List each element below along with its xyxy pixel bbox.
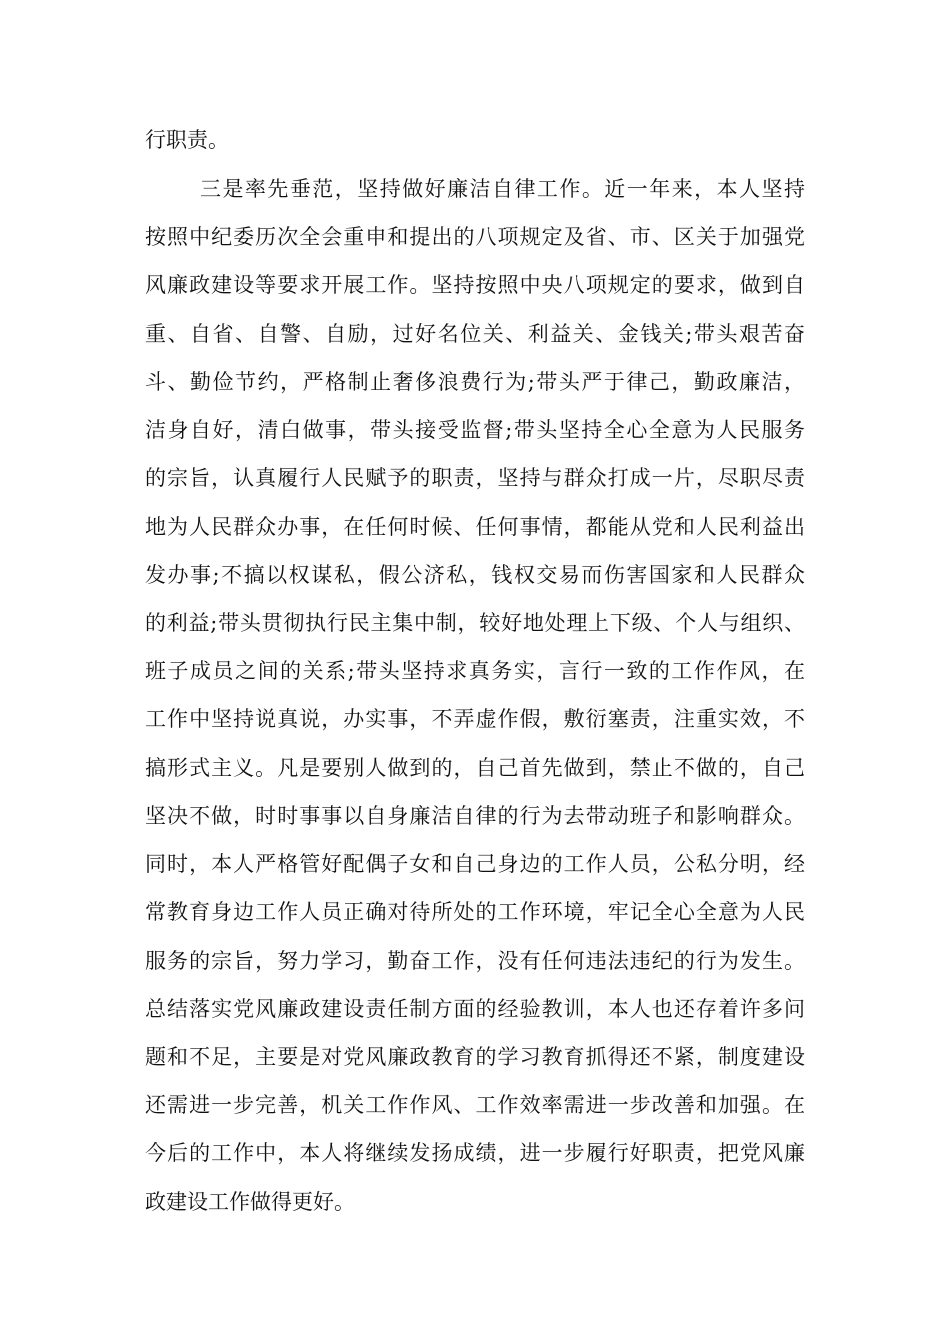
text-line: 政建设工作做得更好。 (145, 1190, 355, 1214)
text-line: 的宗旨，认真履行人民赋予的职责，坚持与群众打成一片，尽职尽责 (145, 466, 805, 490)
text-line: 今后的工作中，本人将继续发扬成绩，进一步履行好职责，把党风廉 (145, 1141, 805, 1165)
text-line: 班子成员之间的关系;带头坚持求真务实，言行一致的工作作风，在 (145, 659, 805, 683)
text-line: 斗、勤俭节约，严格制止奢侈浪费行为;带头严于律己，勤政廉洁， (145, 370, 805, 394)
text-line: 风廉政建设等要求开展工作。坚持按照中央八项规定的要求，做到自 (145, 273, 805, 297)
text-line: 题和不足，主要是对党风廉政教育的学习教育抓得还不紧，制度建设 (145, 1045, 805, 1069)
text-line: 洁身自好，清白做事，带头接受监督;带头坚持全心全意为人民服务 (145, 418, 805, 442)
text-line: 发办事;不搞以权谋私，假公济私，钱权交易而伤害国家和人民群众 (145, 563, 805, 587)
text-line: 工作中坚持说真说，办实事，不弄虚作假，敷衍塞责，注重实效，不 (145, 707, 805, 731)
text-line: 按照中纪委历次全会重申和提出的八项规定及省、市、区关于加强党 (145, 225, 805, 249)
paragraph-first-line: 三是率先垂范，坚持做好廉洁自律工作。近一年来，本人坚持 (200, 177, 805, 201)
text-line: 的利益;带头贯彻执行民主集中制，较好地处理上下级、个人与组织、 (145, 611, 805, 635)
text-line: 常教育身边工作人员正确对待所处的工作环境，牢记全心全意为人民 (145, 900, 805, 924)
text-line: 坚决不做，时时事事以自身廉洁自律的行为去带动班子和影响群众。 (145, 804, 805, 828)
text-line: 同时，本人严格管好配偶子女和自己身边的工作人员，公私分明，经 (145, 852, 805, 876)
text-line: 地为人民群众办事，在任何时候、任何事情，都能从党和人民利益出 (145, 515, 805, 539)
text-line: 行职责。 (145, 128, 229, 152)
text-line: 服务的宗旨，努力学习，勤奋工作，没有任何违法违纪的行为发生。 (145, 949, 805, 973)
text-line: 还需进一步完善，机关工作作风、工作效率需进一步改善和加强。在 (145, 1093, 805, 1117)
text-line: 总结落实党风廉政建设责任制方面的经验教训，本人也还存着许多问 (145, 997, 805, 1021)
text-line: 搞形式主义。凡是要别人做到的，自己首先做到，禁止不做的，自己 (145, 756, 805, 780)
text-line: 重、自省、自警、自励，过好名位关、利益关、金钱关;带头艰苦奋 (145, 322, 805, 346)
